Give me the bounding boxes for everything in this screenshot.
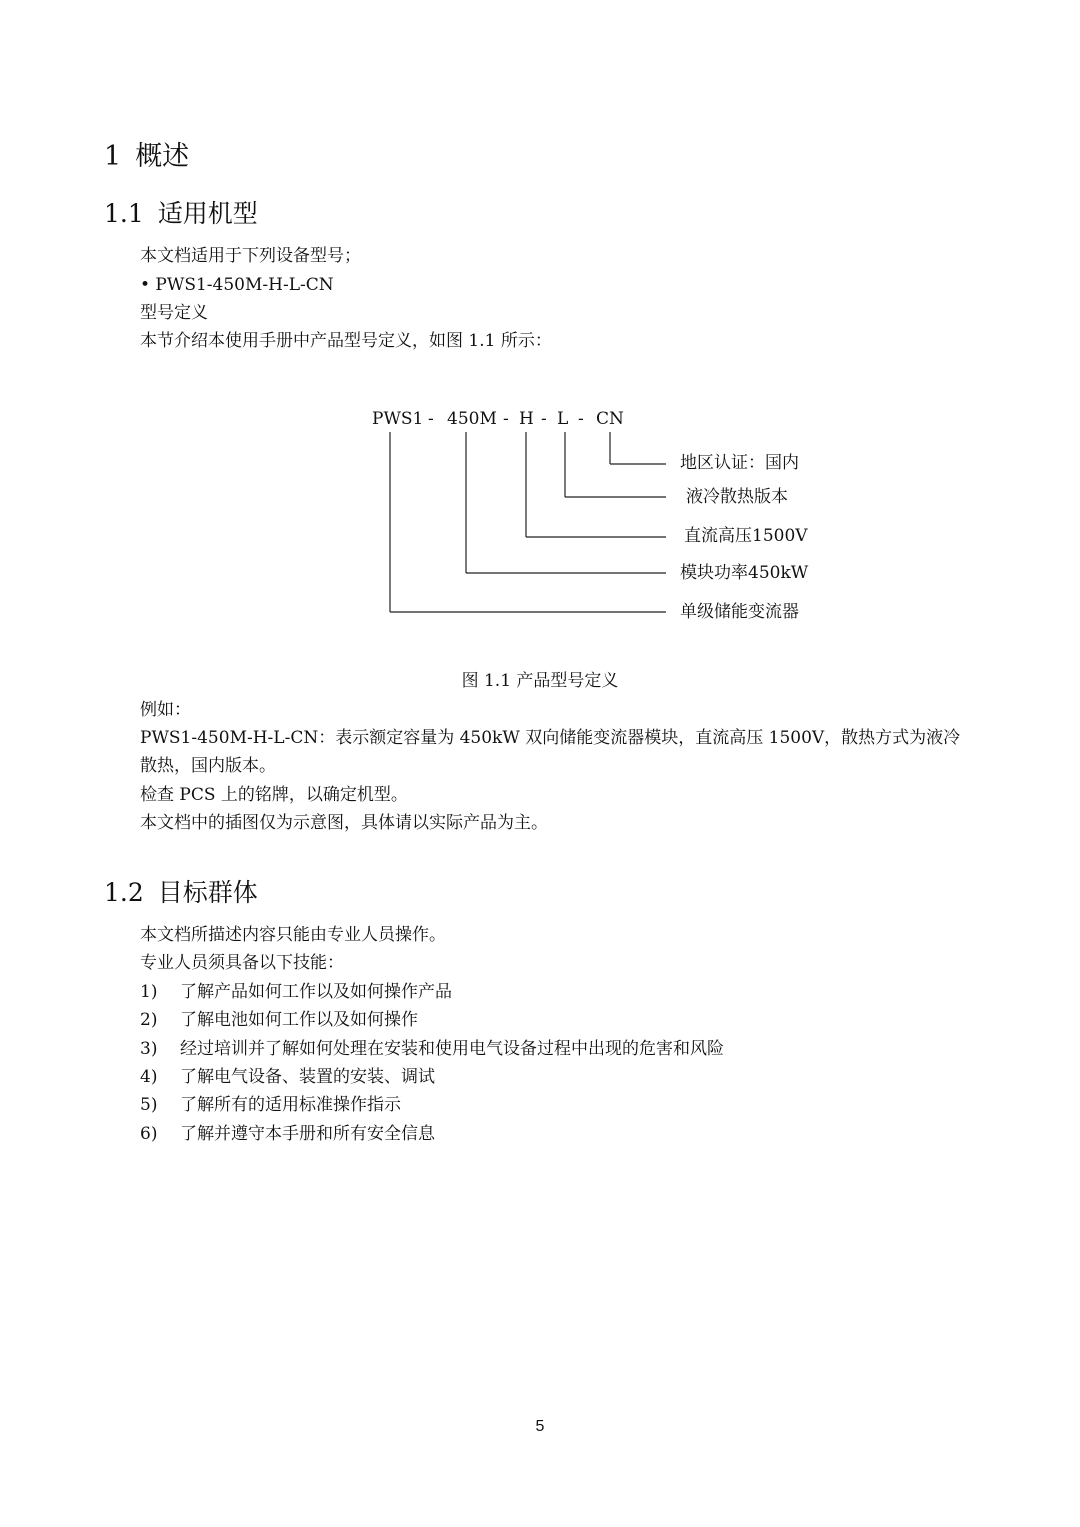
list-item-number: 4) (140, 1067, 158, 1087)
model-part-pws1: PWS1 (372, 409, 424, 429)
model-definition-desc: 本节介绍本使用手册中产品型号定义，如图 1.1 所示： (140, 331, 552, 351)
list-item-text: 了解产品如何工作以及如何操作产品 (180, 982, 452, 1002)
list-item-number: 6) (140, 1124, 158, 1144)
section-1-2-heading (104, 875, 258, 911)
example-line-1: PWS1-450M-H-L-CN：表示额定容量为 450kW 双向储能变流器模块，直流高压 1500V，散热方式为液冷 (140, 728, 961, 748)
label-dc-voltage: 直流高压1500V (684, 526, 808, 546)
model-part-sep: - (428, 409, 434, 429)
model-part-sep: - (503, 409, 509, 429)
model-part-cn: CN (596, 409, 624, 429)
model-code-diagram (0, 0, 1080, 660)
list-item-number: 5) (140, 1095, 158, 1115)
list-item-text: 了解并遵守本手册和所有安全信息 (180, 1124, 435, 1144)
section-number: 1 (104, 141, 122, 172)
model-bullet: • PWS1-450M-H-L-CN (140, 275, 334, 295)
example-line-2: 散热，国内版本。 (140, 756, 276, 776)
label-type: 单级储能变流器 (680, 602, 799, 622)
skills-intro: 专业人员须具备以下技能： (140, 953, 344, 973)
list-item-text: 了解所有的适用标准操作指示 (180, 1095, 401, 1115)
example-label: 例如： (140, 700, 191, 720)
label-region: 地区认证：国内 (680, 453, 799, 473)
figure-caption: 图 1.1 产品型号定义 (461, 671, 619, 691)
list-item-text: 了解电池如何工作以及如何操作 (180, 1010, 418, 1030)
list-item (140, 1007, 418, 1033)
model-part-sep: - (578, 409, 584, 429)
model-part-sep: - (541, 409, 547, 429)
section-title: 概述 (135, 141, 190, 172)
list-item-number: 3) (140, 1039, 158, 1059)
list-item (140, 1092, 401, 1118)
list-item (140, 1121, 435, 1147)
list-item (140, 1036, 724, 1062)
label-power: 模块功率450kW (680, 563, 809, 583)
model-part-h: H (519, 409, 534, 429)
section-number: 1.1 (104, 199, 144, 228)
model-definition-subheading: 型号定义 (140, 303, 208, 323)
list-item-text: 了解电气设备、装置的安装、调试 (180, 1067, 435, 1087)
label-cooling: 液冷散热版本 (686, 487, 788, 507)
list-item (140, 1064, 435, 1090)
intro-text: 本文档适用于下列设备型号； (140, 246, 361, 266)
list-item-number: 2) (140, 1010, 158, 1030)
list-item-number: 1) (140, 982, 158, 1002)
target-group-text: 本文档所描述内容只能由专业人员操作。 (140, 925, 446, 945)
model-part-l: L (557, 409, 569, 429)
section-title: 目标群体 (157, 878, 258, 907)
list-item-text: 经过培训并了解如何处理在安装和使用电气设备过程中出现的危害和风险 (180, 1039, 724, 1059)
model-part-450m: 450M (447, 409, 497, 429)
section-title: 适用机型 (157, 199, 258, 228)
section-number: 1.2 (104, 878, 144, 907)
illustration-note: 本文档中的插图仅为示意图，具体请以实际产品为主。 (140, 813, 548, 833)
list-item (140, 979, 452, 1005)
check-nameplate: 检查 PCS 上的铭牌，以确定机型。 (140, 785, 408, 805)
page-number: 5 (535, 1418, 545, 1435)
